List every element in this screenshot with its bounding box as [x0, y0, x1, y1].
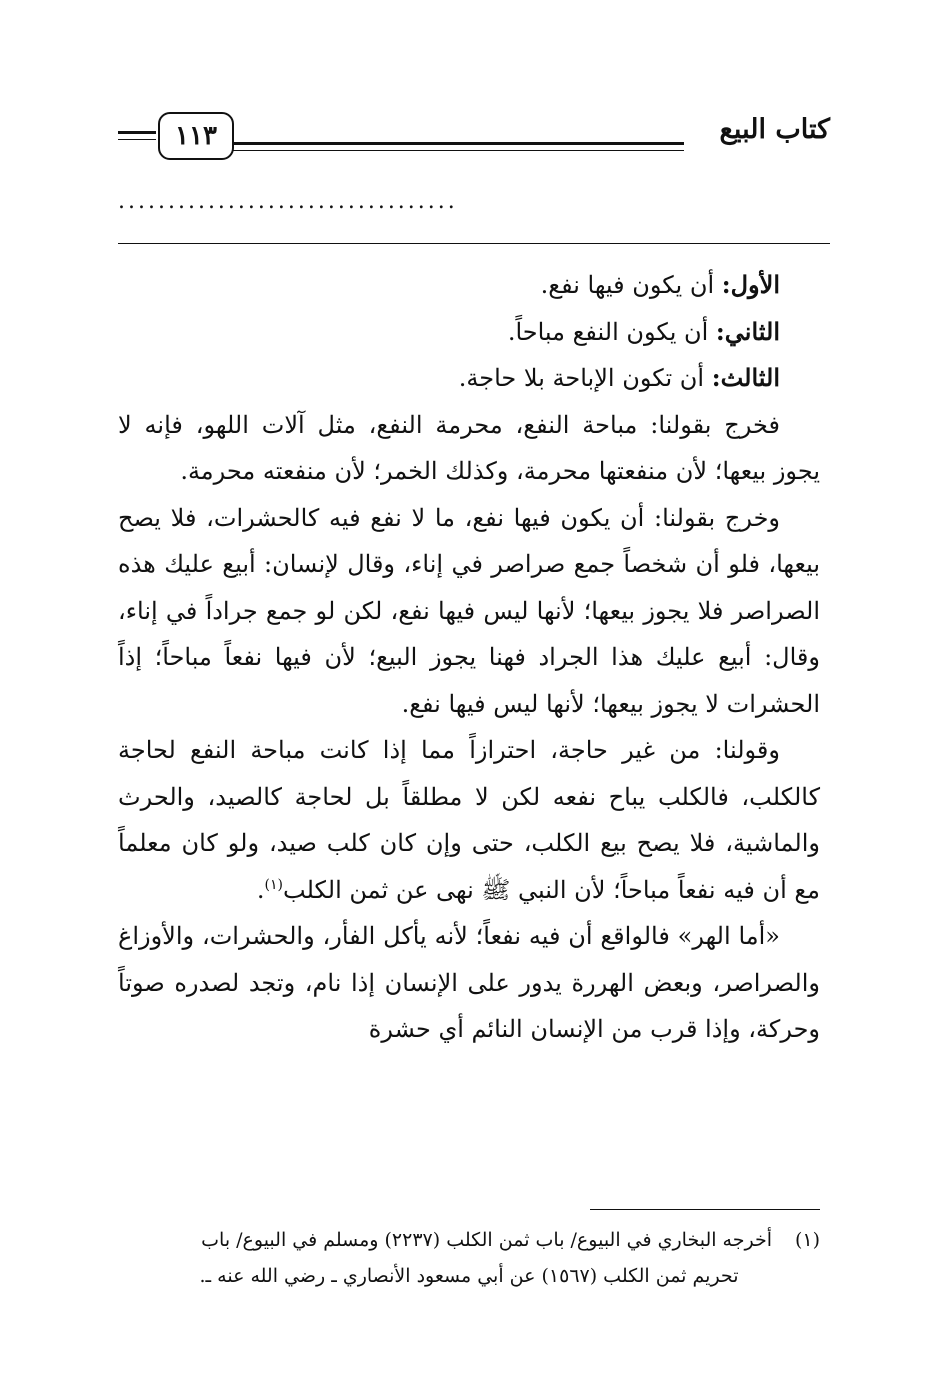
condition-1: [118, 262, 820, 309]
footnote-separator: [590, 1209, 820, 1210]
condition-label: الثالث:: [711, 363, 780, 392]
header-rule-right-top: [232, 142, 684, 145]
footnote-text: أخرجه البخاري في البيوع/ باب ثمن الكلب (٢٢٣٧) ومسلم في البيوع/ باب: [201, 1229, 772, 1251]
footnote-line: تحريم ثمن الكلب (١٥٦٧) عن أبي مسعود الأنصاري ـ رضي الله عنه ـ.: [199, 1265, 739, 1287]
footnote-number: (١): [794, 1229, 820, 1251]
paragraph: وخرج بقولنا: أن يكون فيها نفع، ما لا نفع فيه كالحشرات، فلا يصح بيعها، فلو أن شخصاً جمع صراصر في إناء، وقال لإنسان: أبيع عليك هذه الصراصر فلا يجوز بيعها؛ لأنها ليس فيها نفع، لكن لو جمع جراداً في إناء، وقال: أبيع عليك هذا الجراد فهنا يجوز البيع؛ لأن فيها نفعاً مباحاً؛ إذاً الحشرات لا يجوز بيعها؛ لأنها ليس فيها نفع.: [118, 503, 820, 718]
header-rule-left-bottom: [118, 139, 156, 140]
paragraph-text: وقولنا: من غير حاجة، احترازاً مما إذا كانت مباحة النفع لحاجة كالكلب، فالكلب يباح نفعه لكن لا مطلقاً بل لحاجة كالصيد، والحرث والماشية، فلا يصح بيع الكلب، حتى وإن كان كلب صيد، ولو كان معلماً مع أن فيه نفعاً مباحاً؛ لأن النبي ﷺ نهى عن ثمن الكلب: [118, 736, 820, 904]
ellipsis-line: ..................................: [118, 190, 458, 214]
condition-text: أن يكون النفع مباحاً.: [507, 317, 716, 346]
footnote: [118, 1222, 820, 1294]
condition-label: الأول:: [721, 270, 780, 299]
page-header: [118, 112, 830, 162]
condition-2: [118, 309, 820, 356]
condition-label: الثاني:: [715, 316, 780, 346]
condition-3: [118, 355, 820, 402]
condition-text: أن تكون الإباحة بلا حاجة.: [458, 364, 712, 392]
main-text: [118, 262, 820, 1053]
footnote-line: [118, 1222, 820, 1258]
paragraph: «أما الهر» فالواقع أن فيه نفعاً؛ لأنه يأكل الفأر، والحشرات، والأوزاغ والصراصر، وبعض الهررة يدور على الإنسان إذا نام، وتجد لصدره صوتاً وحركة، وإذا قرب من الإنسان النائم أي حشرة: [118, 922, 820, 1043]
header-rule-left-top: [118, 131, 156, 134]
footnote-reference[interactable]: (١): [264, 876, 283, 893]
header-rule-right-bottom: [232, 150, 684, 151]
book-title: كتاب البيع: [719, 114, 830, 145]
paragraph: [118, 727, 820, 913]
condition-text: أن يكون فيها نفع.: [540, 271, 722, 299]
page-number: ١١٣: [158, 112, 234, 160]
paragraph: فخرج بقولنا: مباحة النفع، محرمة النفع، مثل آلات اللهو، فإنه لا يجوز بيعها؛ لأن منفعتها محرمة، وكذلك الخمر؛ لأن منفعته محرمة.: [118, 410, 820, 485]
top-separator: [118, 243, 830, 244]
paragraph-end: .: [256, 875, 265, 904]
